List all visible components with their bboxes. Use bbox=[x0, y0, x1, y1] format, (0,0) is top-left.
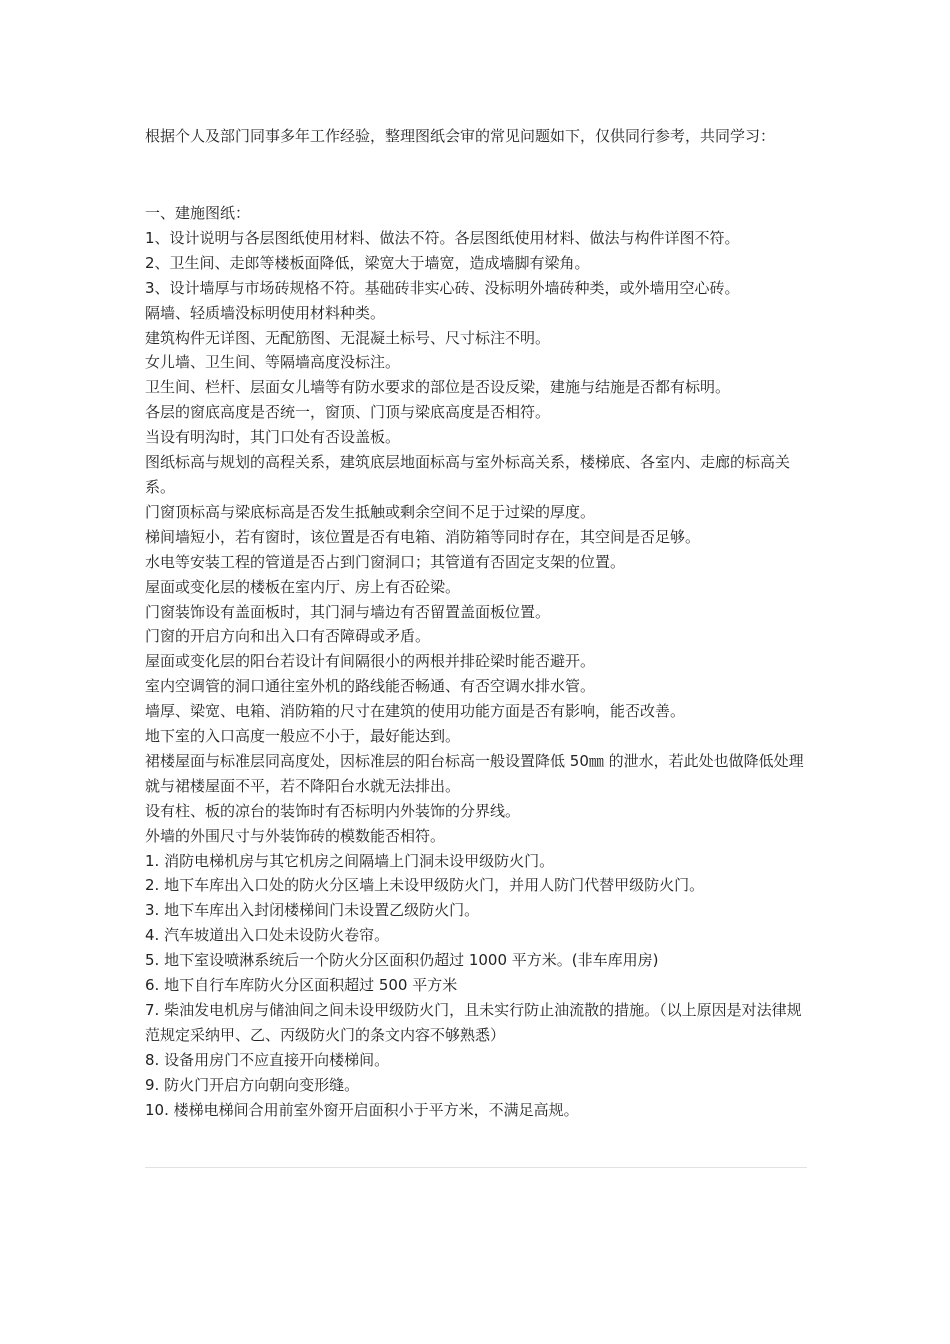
bottom-divider bbox=[145, 1167, 807, 1168]
list-item: 屋面或变化层的阳台若设计有间隔很小的两根并排砼梁时能否避开。 bbox=[145, 652, 596, 671]
list-item: 裙楼屋面与标准层同高度处，因标准层的阳台标高一般设置降低 50㎜ 的泄水，若此处也做降低处理就与裙楼屋面不平，若不降阳台水就无法排出。 bbox=[145, 751, 804, 795]
list-item: 屋面或变化层的楼板在室内厅、房上有否砼梁。 bbox=[145, 577, 461, 596]
section-heading: 一、建施图纸： bbox=[145, 204, 251, 222]
document-page bbox=[145, 124, 807, 1123]
list-item: 10. 楼梯电梯间合用前室外窗开启面积小于平方米，不满足高规。 bbox=[145, 1100, 579, 1119]
list-item: 9. 防火门开启方向朝向变形缝。 bbox=[145, 1075, 360, 1094]
list-item: 门窗顶标高与梁底标高是否发生抵触或剩余空间不足于过梁的厚度。 bbox=[145, 502, 596, 521]
list-item: 建筑构件无详图、无配筋图、无混凝土标号、尺寸标注不明。 bbox=[145, 328, 551, 347]
list-item: 3. 地下车库出入封闭楼梯间门未设置乙级防火门。 bbox=[145, 901, 480, 920]
list-item: 隔墙、轻质墙没标明使用材料种类。 bbox=[145, 303, 386, 322]
list-item: 2、卫生间、走郎等楼板面降低，梁宽大于墙宽，造成墙脚有梁角。 bbox=[145, 253, 590, 272]
intro-paragraph: 根据个人及部门同事多年工作经验，整理图纸会审的常见问题如下，仅供同行参考，共同学习： bbox=[145, 127, 776, 145]
list-item: 设有柱、板的凉台的装饰时有否标明内外装饰的分界线。 bbox=[145, 801, 521, 820]
list-item: 4. 汽车坡道出入口处未设防火卷帘。 bbox=[145, 926, 390, 945]
list-item: 1. 消防电梯机房与其它机房之间隔墙上门洞未设甲级防火门。 bbox=[145, 851, 555, 870]
list-item: 2. 地下车库出入口处的防火分区墙上未设甲级防火门，并用人防门代替甲级防火门。 bbox=[145, 876, 705, 895]
list-item: 女儿墙、卫生间、等隔墙高度没标注。 bbox=[145, 353, 401, 372]
list-item: 3、设计墙厚与市场砖规格不符。基础砖非实心砖、没标明外墙砖种类，或外墙用空心砖。 bbox=[145, 278, 740, 297]
issue-list bbox=[145, 201, 807, 1123]
list-item: 外墙的外围尺寸与外装饰砖的模数能否相符。 bbox=[145, 826, 446, 845]
list-item: 门窗装饰设有盖面板时，其门洞与墙边有否留置盖面板位置。 bbox=[145, 602, 551, 621]
list-item: 墙厚、梁宽、电箱、消防箱的尺寸在建筑的使用功能方面是否有影响，能否改善。 bbox=[145, 702, 686, 721]
list-item: 5. 地下室设喷淋系统后一个防火分区面积仍超过 1000 平方米。(非车库用房) bbox=[145, 951, 659, 970]
list-item: 图纸标高与规划的高程关系，建筑底层地面标高与室外标高关系，楼梯底、各室内、走廊的标高关系。 bbox=[145, 453, 791, 496]
list-item: 地下室的入口高度一般应不小于，最好能达到。 bbox=[145, 727, 461, 746]
list-item: 卫生间、栏杆、层面女儿墙等有防水要求的部位是否设反梁，建施与结施是否都有标明。 bbox=[145, 378, 731, 397]
list-item: 室内空调管的洞口通往室外机的路线能否畅通、有否空调水排水管。 bbox=[145, 677, 596, 696]
list-item: 8. 设备用房门不应直接开向楼梯间。 bbox=[145, 1050, 390, 1069]
list-item: 梯间墙短小，若有窗时，该位置是否有电箱、消防箱等同时存在，其空间是否足够。 bbox=[145, 527, 701, 546]
list-item: 当设有明沟时，其门口处有否设盖板。 bbox=[145, 428, 401, 447]
list-item: 各层的窗底高度是否统一，窗顶、门顶与梁底高度是否相符。 bbox=[145, 403, 551, 422]
list-item: 6. 地下自行车库防火分区面积超过 500 平方米 bbox=[145, 976, 458, 995]
list-item: 门窗的开启方向和出入口有否障碍或矛盾。 bbox=[145, 627, 431, 646]
list-item: 水电等安装工程的管道是否占到门窗洞口；其管道有否固定支架的位置。 bbox=[145, 552, 626, 571]
list-item: 1、设计说明与各层图纸使用材料、做法不符。各层图纸使用材料、做法与构件详图不符。 bbox=[145, 228, 740, 247]
list-item: 7. 柴油发电机房与储油间之间未设甲级防火门，且未实行防止油流散的措施。（以上原因是对法律规范规定采纳甲、乙、丙级防火门的条文内容不够熟悉） bbox=[145, 1001, 802, 1044]
